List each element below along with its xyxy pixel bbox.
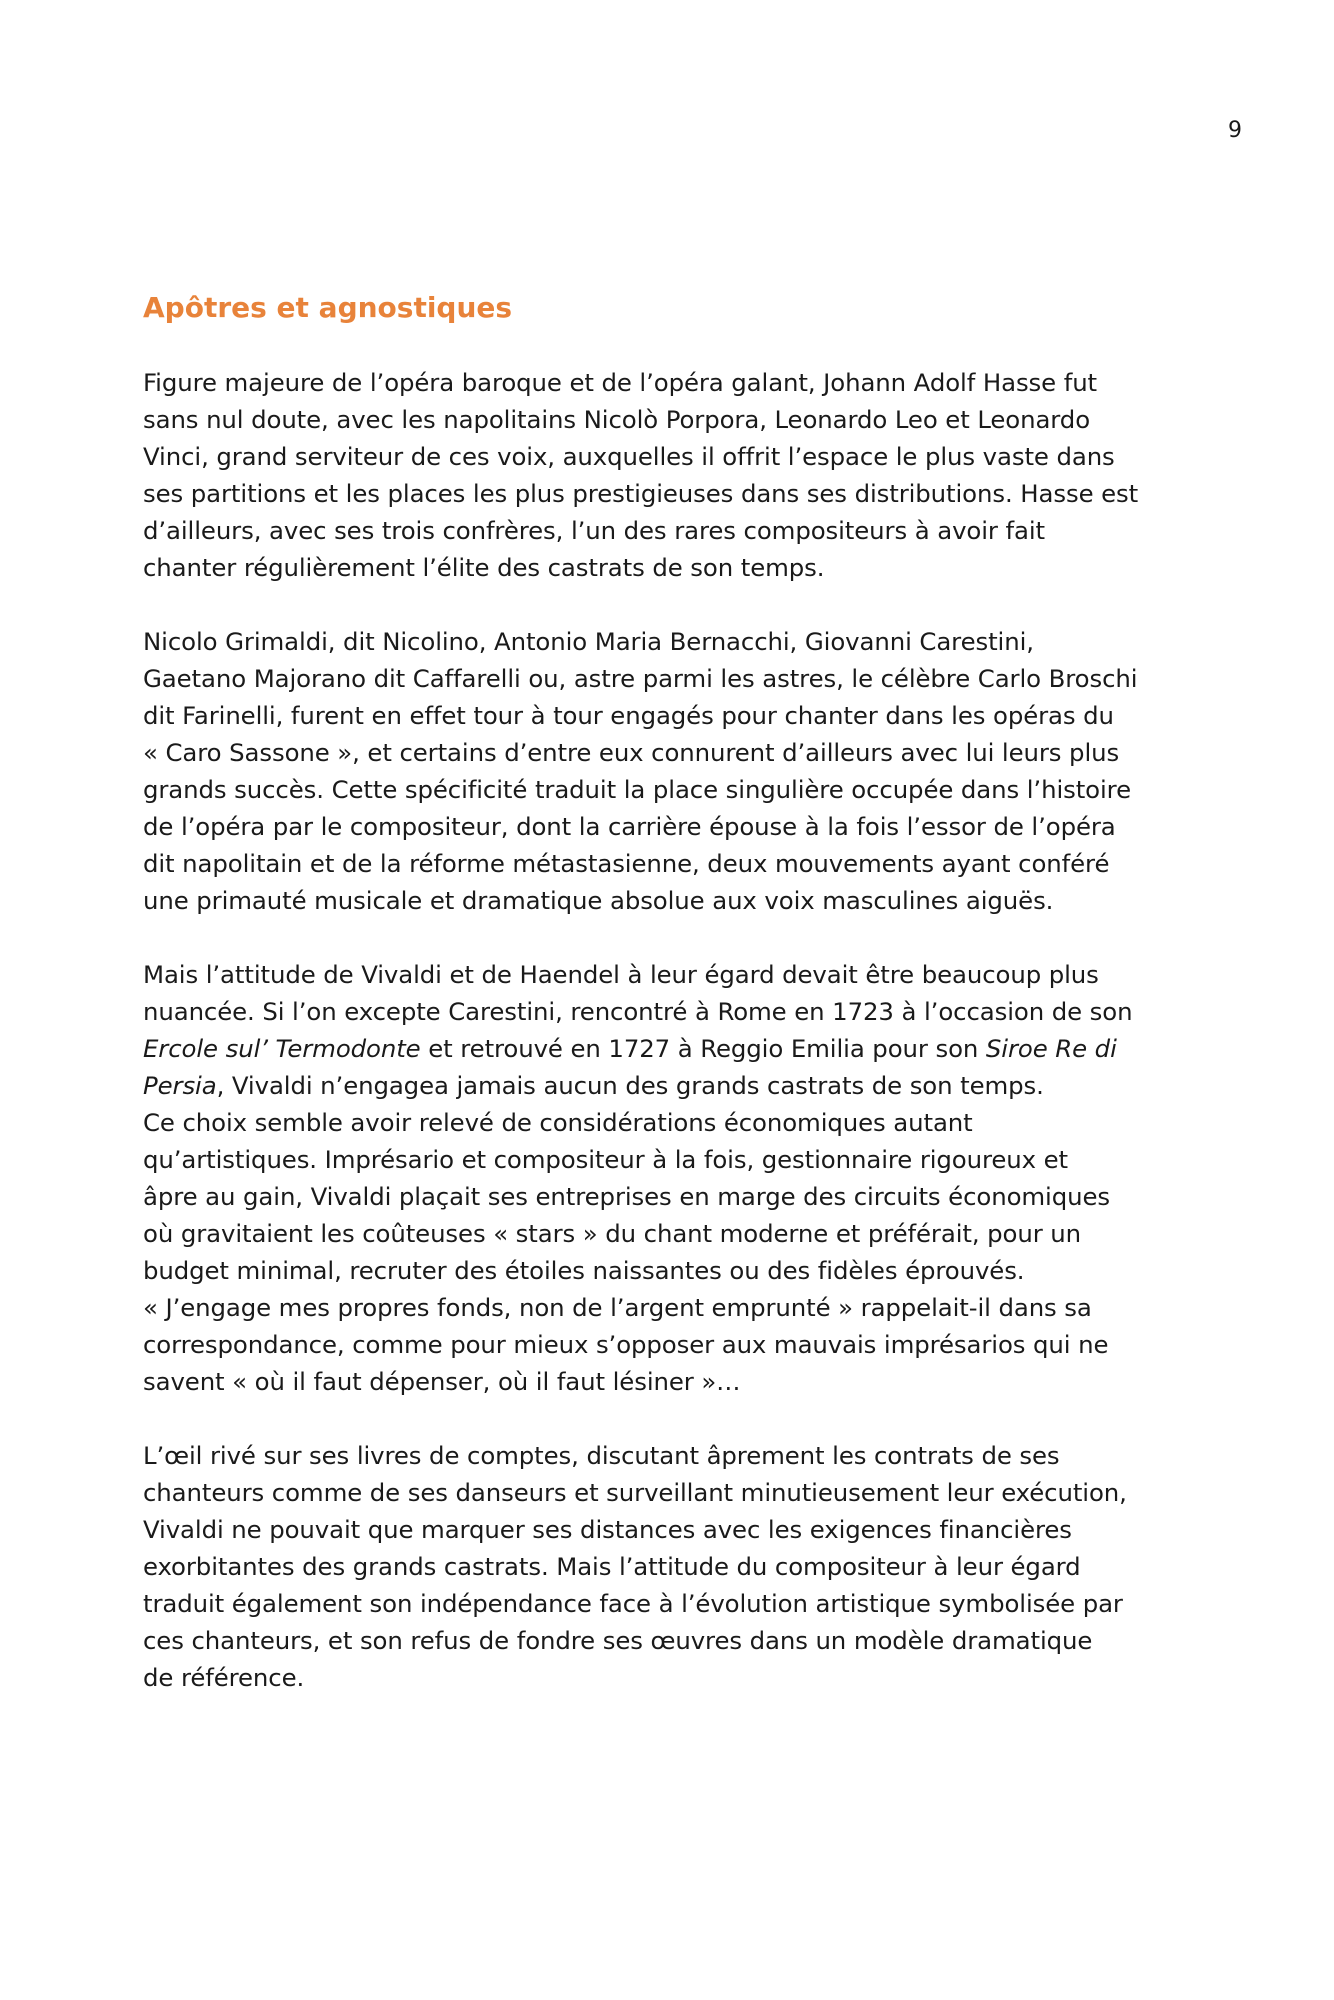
text-line: ses partitions et les places les plus prestigieuses dans ses distributions. Hasse est xyxy=(143,479,1139,508)
text-line: d’ailleurs, avec ses trois confrères, l’un des rares compositeurs à avoir fait xyxy=(143,516,1045,545)
paragraph-list xyxy=(143,364,1203,1696)
text-line: Gaetano Majorano dit Caffarelli ou, astre parmi les astres, le célèbre Carlo Broschi xyxy=(143,664,1138,693)
text-line: savent « où il faut dépenser, où il faut lésiner »… xyxy=(143,1367,741,1396)
text-line: sans nul doute, avec les napolitains Nicolò Porpora, Leonardo Leo et Leonardo xyxy=(143,405,1091,434)
text-line: dit Farinelli, furent en effet tour à tour engagés pour chanter dans les opéras du xyxy=(143,701,1114,730)
text-line: nuancée. Si l’on excepte Carestini, rencontré à Rome en 1723 à l’occasion de son xyxy=(143,997,1133,1026)
paragraph xyxy=(143,364,1203,586)
text-line: « J’engage mes propres fonds, non de l’argent emprunté » rappelait-il dans sa xyxy=(143,1293,1092,1322)
text-line: Ce choix semble avoir relevé de considérations économiques autant xyxy=(143,1108,973,1137)
text-line: de référence. xyxy=(143,1663,305,1692)
text-line: correspondance, comme pour mieux s’opposer aux mauvais imprésarios qui ne xyxy=(143,1330,1109,1359)
paragraph xyxy=(143,623,1203,919)
paragraph xyxy=(143,1437,1203,1696)
text-line: âpre au gain, Vivaldi plaçait ses entreprises en marge des circuits économiques xyxy=(143,1182,1110,1211)
section-heading: Apôtres et agnostiques xyxy=(143,291,513,324)
italic-title: Ercole sul’ Termodonte xyxy=(143,1034,421,1063)
text-line: une primauté musicale et dramatique absolue aux voix masculines aiguës. xyxy=(143,886,1054,915)
text-line: chanter régulièrement l’élite des castrats de son temps. xyxy=(143,553,825,582)
text-line: qu’artistiques. Imprésario et compositeur à la fois, gestionnaire rigoureux et xyxy=(143,1145,1068,1174)
italic-title: Persia xyxy=(143,1071,217,1100)
text-line: chanteurs comme de ses danseurs et surveillant minutieusement leur exécution, xyxy=(143,1478,1127,1507)
page-number: 9 xyxy=(1228,118,1242,143)
text-line: Vinci, grand serviteur de ces voix, auxquelles il offrit l’espace le plus vaste dans xyxy=(143,442,1115,471)
italic-title: Siroe Re di xyxy=(985,1034,1117,1063)
text-line: L’œil rivé sur ses livres de comptes, discutant âprement les contrats de ses xyxy=(143,1441,1060,1470)
text-line: « Caro Sassone », et certains d’entre eux connurent d’ailleurs avec lui leurs plus xyxy=(143,738,1120,767)
text-line: budget minimal, recruter des étoiles naissantes ou des fidèles éprouvés. xyxy=(143,1256,1025,1285)
text-line: exorbitantes des grands castrats. Mais l’attitude du compositeur à leur égard xyxy=(143,1552,1081,1581)
text-line: Figure majeure de l’opéra baroque et de l’opéra galant, Johann Adolf Hasse fut xyxy=(143,368,1098,397)
text-line: Vivaldi ne pouvait que marquer ses distances avec les exigences financières xyxy=(143,1515,1072,1544)
text-line: ces chanteurs, et son refus de fondre ses œuvres dans un modèle dramatique xyxy=(143,1626,1093,1655)
text-line: où gravitaient les coûteuses « stars » du chant moderne et préférait, pour un xyxy=(143,1219,1082,1248)
text-line: traduit également son indépendance face à l’évolution artistique symbolisée par xyxy=(143,1589,1123,1618)
text-line: grands succès. Cette spécificité traduit la place singulière occupée dans l’histoire xyxy=(143,775,1131,804)
text-line: Persia, Vivaldi n’engagea jamais aucun des grands castrats de son temps. xyxy=(143,1071,1044,1100)
text-line: de l’opéra par le compositeur, dont la carrière épouse à la fois l’essor de l’opéra xyxy=(143,812,1116,841)
text-line: Mais l’attitude de Vivaldi et de Haendel à leur égard devait être beaucoup plus xyxy=(143,960,1099,989)
paragraph xyxy=(143,956,1203,1400)
text-line: dit napolitain et de la réforme métastasienne, deux mouvements ayant conféré xyxy=(143,849,1110,878)
text-line: Ercole sul’ Termodonte et retrouvé en 1727 à Reggio Emilia pour son Siroe Re di xyxy=(143,1034,1117,1063)
text-line: Nicolo Grimaldi, dit Nicolino, Antonio Maria Bernacchi, Giovanni Carestini, xyxy=(143,627,1034,656)
article-body xyxy=(143,288,1203,1733)
